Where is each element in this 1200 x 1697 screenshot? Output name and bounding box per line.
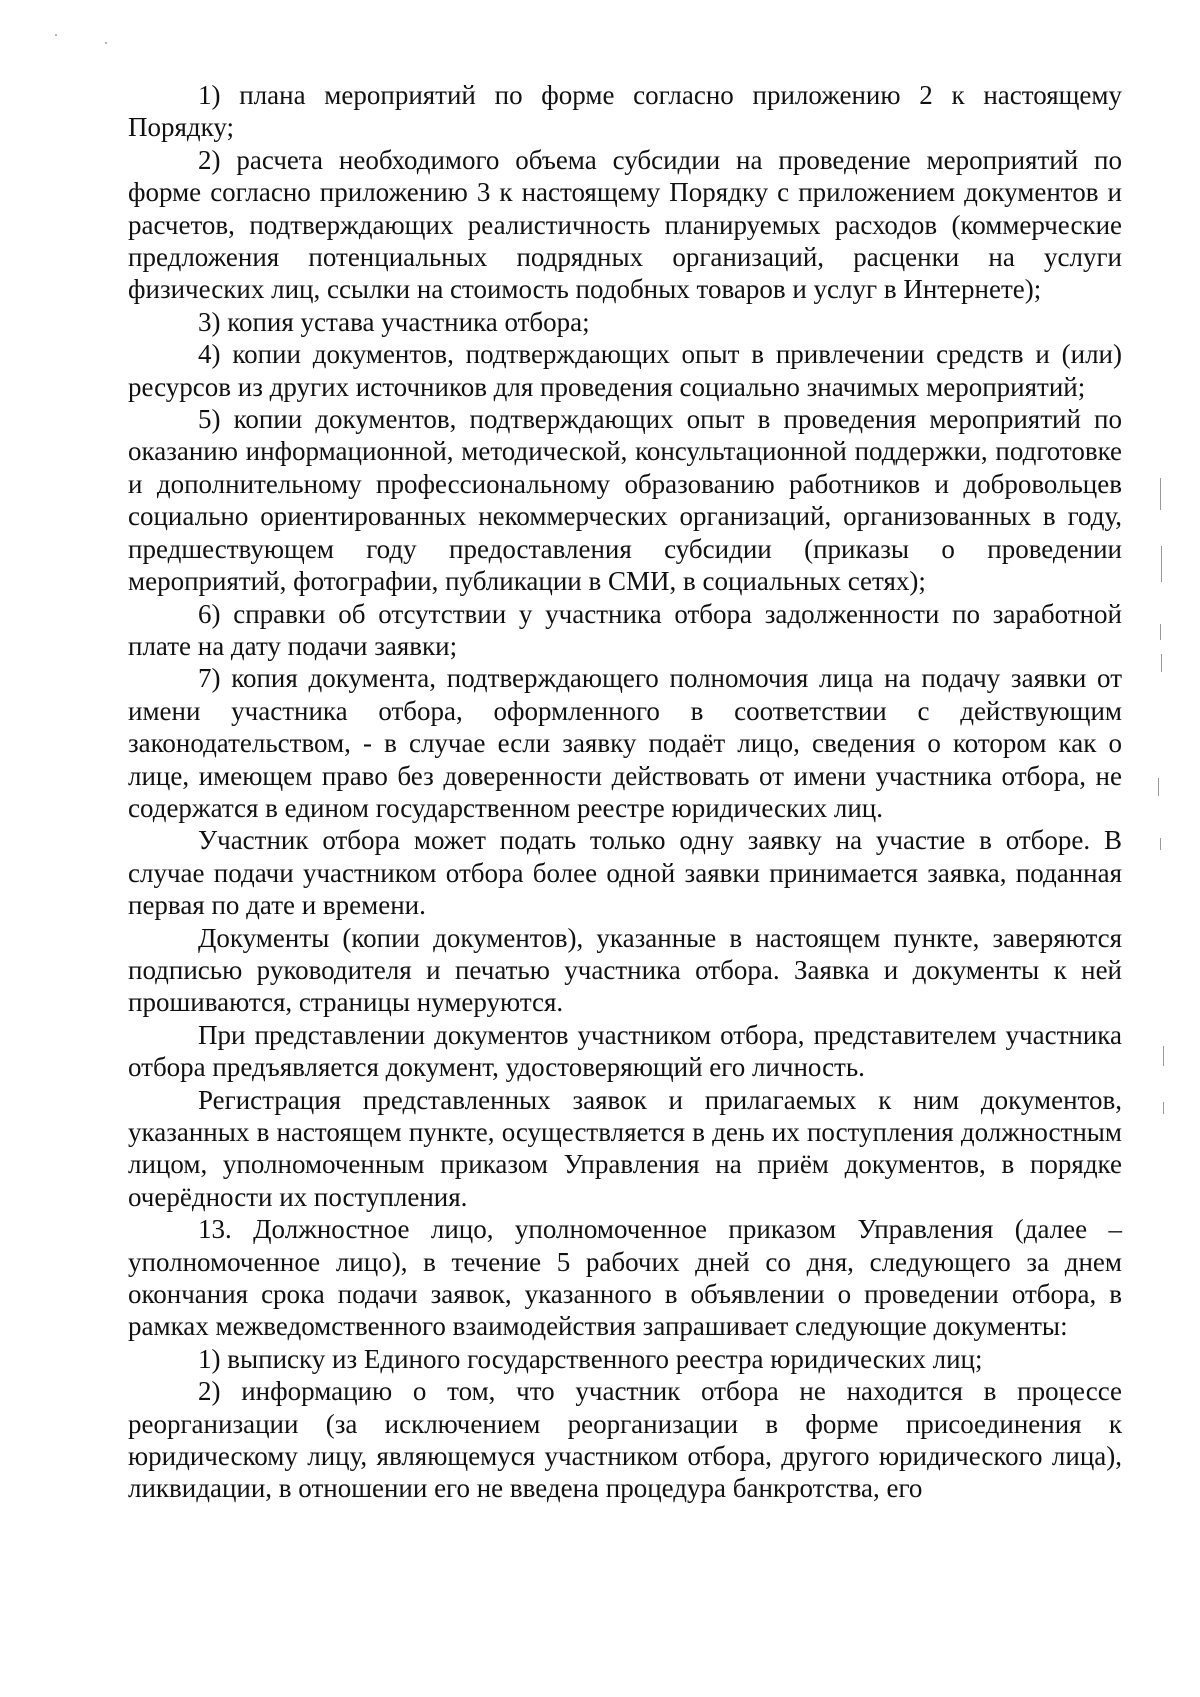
scan-artifact-line <box>1163 1046 1164 1066</box>
scan-artifact-line <box>1160 478 1161 510</box>
paragraph-identity: При представлении документов участником отбора, представителем участника отбора предъявляется документ, удостоверяющий его личность. <box>128 1019 1122 1083</box>
scan-artifact-dot <box>55 34 57 36</box>
paragraph-item-3-charter: 3) копия устава участника отбора; <box>198 306 590 337</box>
paragraph-extract: 1) выписку из Единого государственного реестра юридических лиц; <box>198 1343 983 1374</box>
scan-artifact-line <box>1160 624 1161 640</box>
paragraph-registration: Регистрация представленных заявок и прилагаемых к ним документов, указанных в настоящем пункте, осуществляется в день их поступления должностным лицом, уполномоченным приказом Управления на приём документов, в порядке очерёдности их поступления. <box>128 1084 1122 1212</box>
document-body <box>128 79 1122 1505</box>
scan-artifact-line <box>1163 1102 1164 1114</box>
paragraph-certification: Документы (копии документов), указанные в настоящем пункте, заверяются подписью руководителя и печатью участника отбора. Заявка и документы к ней прошиваются, страницы нумеруются. <box>128 922 1122 1018</box>
paragraph-item-4-resources: 4) копии документов, подтверждающих опыт в привлечении средств и (или) ресурсов из других источников для проведения социально значимых мероприятий; <box>128 339 1122 402</box>
scan-artifact-line <box>1158 778 1159 796</box>
scan-artifact-line <box>1160 838 1161 850</box>
scan-artifact-line <box>1161 546 1162 582</box>
paragraph-single-application: Участник отбора может подать только одну заявку на участие в отборе. В случае подачи участником отбора более одной заявки принимается заявка, поданная первая по дате и времени. <box>128 825 1122 921</box>
paragraph-item-7-authority: 7) копия документа, подтверждающего полномочия лица на подачу заявки от имени участника отбора, оформленного в соответствии с действующим законодательством, - в случае если заявку подаёт лицо, сведения о котором как о лице, имеющем право без доверенности действовать от имени участника отбора, не содержатся в едином государственном реестре юридических лиц. <box>128 663 1122 823</box>
paragraph-section-13: 13. Должностное лицо, уполномоченное приказом Управления (далее – уполномоченное лицо), в течение 5 рабочих дней со дня, следующего за днем окончания срока подачи заявок, указанного в объявлении о проведении отбора, в рамках межведомственного взаимодействия запрашивает следующие документы: <box>128 1214 1122 1342</box>
paragraph-item-5-experience: 5) копии документов, подтверждающих опыт в проведения мероприятий по оказанию информационной, методической, консультационной поддержки, подготовке и дополнительному профессиональному образованию работников и добровольцев социально ориентированных некоммерческих организаций, организованных в году, предшествующем году предоставления субсидии (приказы о проведении мероприятий, фотографии, публикации в СМИ, в социальных сетях); <box>128 404 1122 597</box>
scan-artifact-dot <box>105 42 107 44</box>
scan-artifact-line <box>1161 654 1162 672</box>
paragraph-item-6-salary: 6) справки об отсутствии у участника отбора задолженности по заработной плате на дату подачи заявки; <box>128 598 1122 661</box>
paragraph-item-1-plan: 1) плана мероприятий по форме согласно приложению 2 к настоящему Порядку; <box>128 80 1122 143</box>
paragraph-item-2-calculation: 2) расчета необходимого объема субсидии на проведение мероприятий по форме согласно приложению 3 к настоящему Порядку с приложением документов и расчетов, подтверждающих реалистичность планируемых расходов (коммерческие предложения потенциальных подрядных организаций, расценки на услуги физических лиц, ссылки на стоимость подобных товаров и услуг в Интернете); <box>128 144 1122 305</box>
paragraph-reorganization-info: 2) информацию о том, что участник отбора не находится в процессе реорганизации (за исключением реорганизации в форме присоединения к юридическому лицу, являющемуся участником отбора, другого юридического лица), ликвидации, в отношении его не введена процедура банкротства, его <box>128 1376 1122 1504</box>
